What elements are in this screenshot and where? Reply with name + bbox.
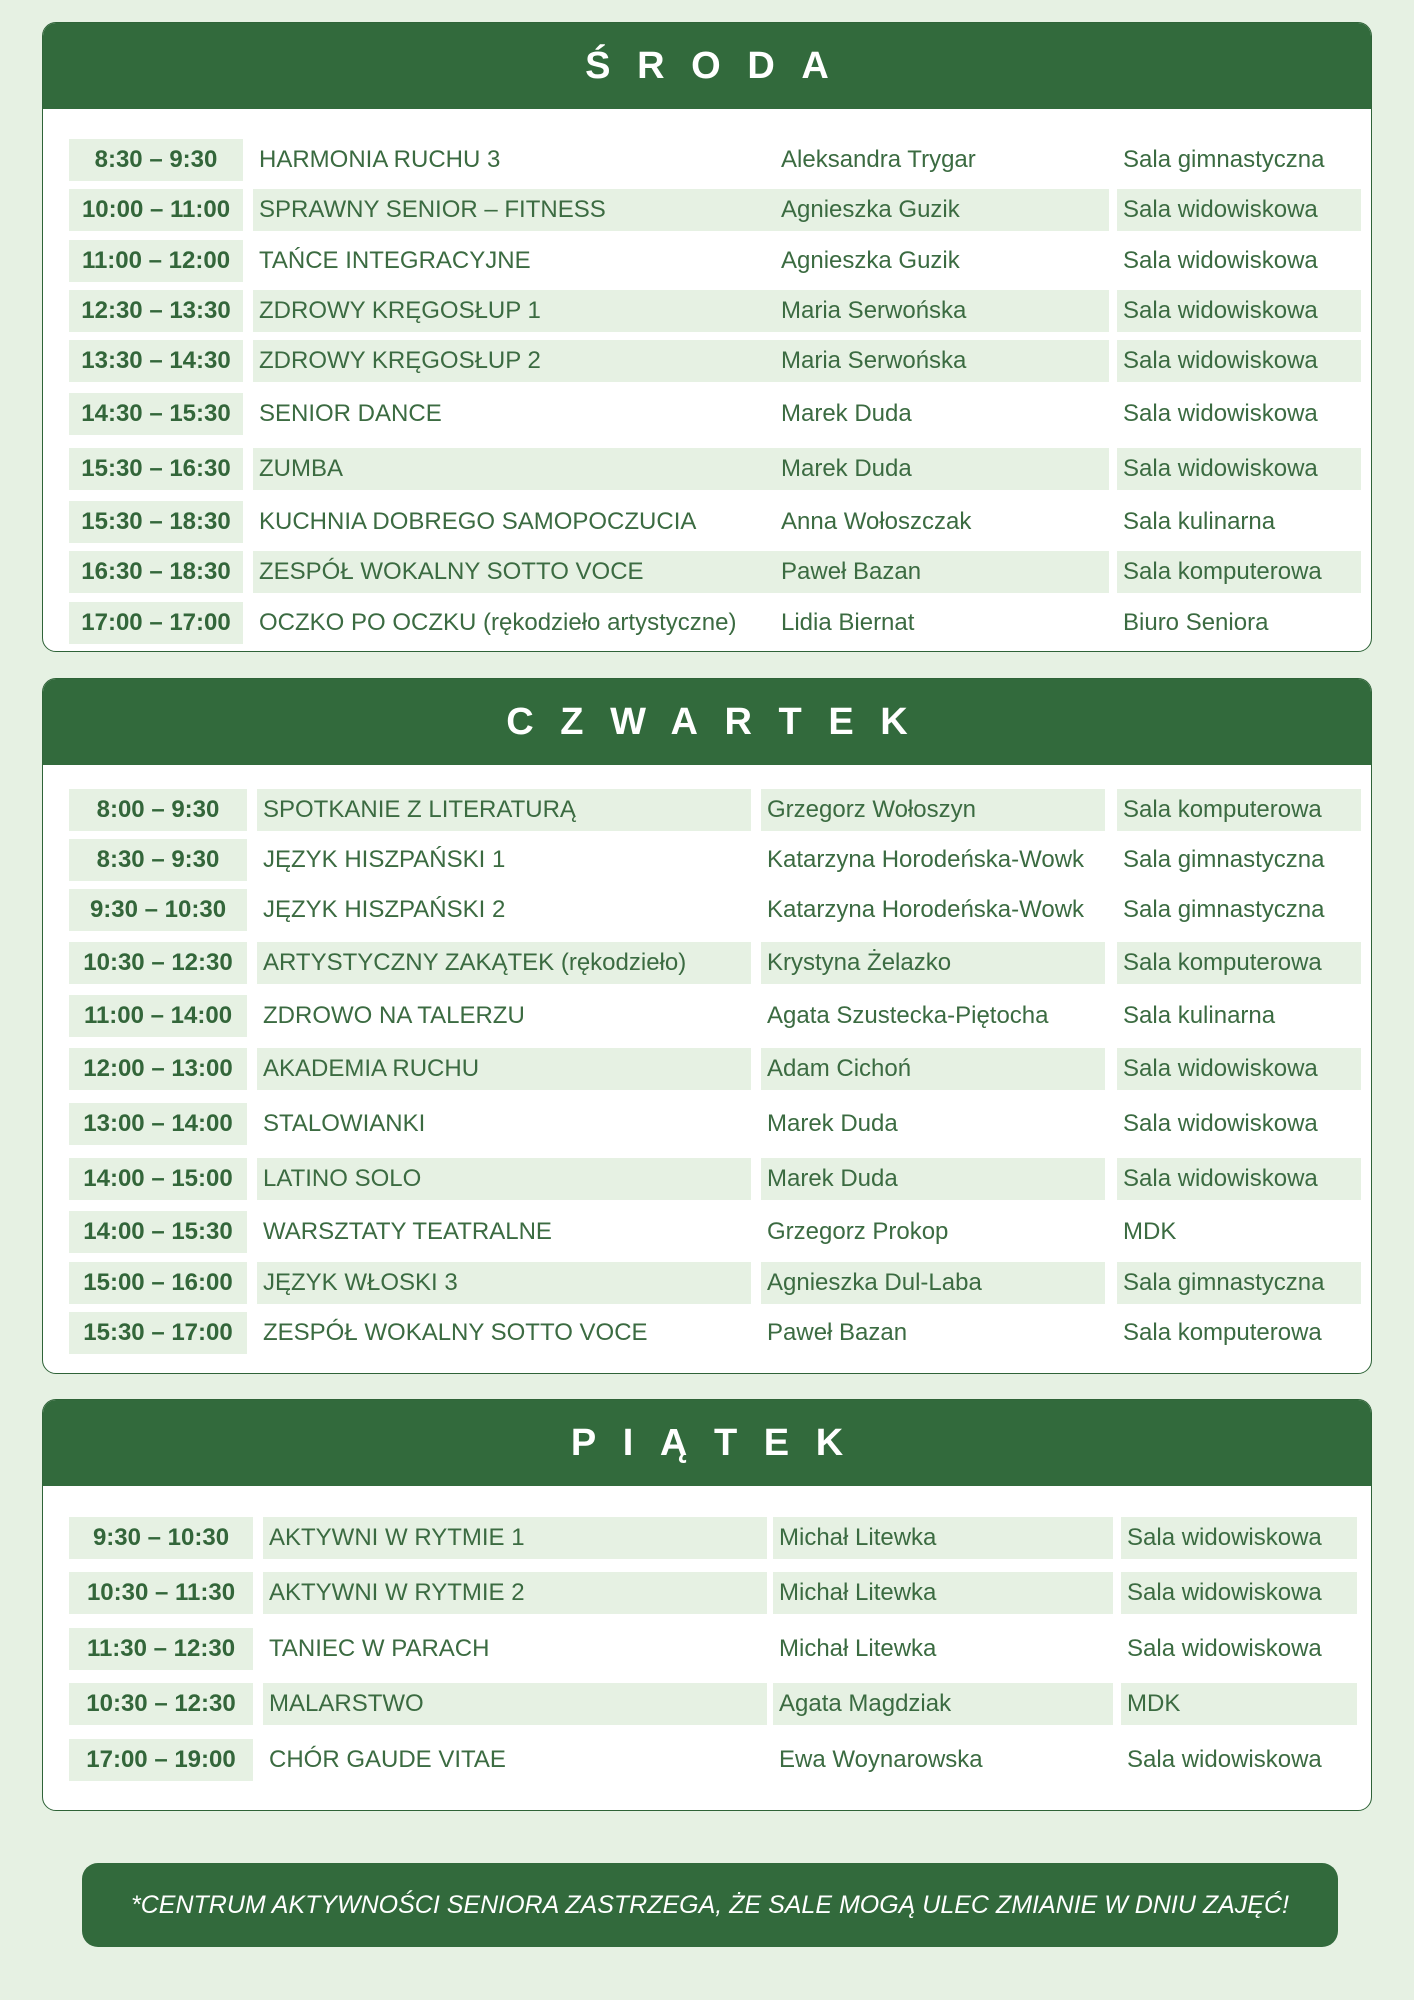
time-cell: 10:30 – 11:30: [69, 1572, 253, 1614]
activity-cell: WARSZTATY TEATRALNE: [263, 1218, 552, 1245]
instructor-cell: Grzegorz Prokop: [767, 1218, 949, 1245]
activity-cell: ZESPÓŁ WOKALNY SOTTO VOCE: [263, 1319, 648, 1346]
activity-cell: SENIOR DANCE: [259, 400, 442, 427]
table-row: [69, 501, 1359, 543]
room-cell: Sala gimnastyczna: [1117, 1262, 1361, 1304]
activity-cell: ZDROWO NA TALERZU: [263, 1002, 525, 1029]
activity-cell: ZUMBA: [253, 448, 775, 490]
instructor-cell: Maria Serwońska: [775, 290, 1109, 332]
table-row: [69, 1158, 1359, 1200]
activity-cell: AKADEMIA RUCHU: [257, 1048, 751, 1090]
instructor-cell: Lidia Biernat: [781, 609, 915, 636]
time-cell: 11:30 – 12:30: [69, 1628, 253, 1670]
activity-cell: SPRAWNY SENIOR – FITNESS: [253, 189, 775, 231]
day-title: ŚRODA: [43, 23, 1371, 109]
activity-cell: TAŃCE INTEGRACYJNE: [259, 247, 531, 274]
table-row: [69, 789, 1359, 831]
table-row: [69, 139, 1359, 181]
room-cell: Sala komputerowa: [1123, 1319, 1322, 1346]
day-section-piatek: [42, 1399, 1372, 1811]
instructor-cell: Marek Duda: [775, 448, 1109, 490]
instructor-cell: Marek Duda: [767, 1110, 898, 1137]
activity-cell: JĘZYK HISZPAŃSKI 1: [263, 846, 506, 873]
table-row: [69, 1572, 1359, 1614]
instructor-cell: Michał Litewka: [779, 1635, 937, 1662]
table-row: [69, 1211, 1359, 1253]
time-cell: 13:30 – 14:30: [69, 340, 243, 382]
time-cell: 8:00 – 9:30: [69, 789, 247, 831]
room-cell: MDK: [1121, 1683, 1357, 1725]
activity-cell: ARTYSTYCZNY ZAKĄTEK (rękodzieło): [257, 942, 751, 984]
activity-cell: OCZKO PO OCZKU (rękodzieło artystyczne): [259, 609, 737, 636]
room-cell: Sala widowiskowa: [1123, 247, 1318, 274]
room-cell: Sala komputerowa: [1117, 551, 1361, 593]
time-cell: 14:00 – 15:00: [69, 1158, 247, 1200]
table-row: [69, 995, 1359, 1037]
activity-cell: ZESPÓŁ WOKALNY SOTTO VOCE: [253, 551, 775, 593]
instructor-cell: Grzegorz Wołoszyn: [761, 789, 1105, 831]
room-cell: Sala widowiskowa: [1121, 1517, 1357, 1559]
instructor-cell: Marek Duda: [781, 400, 912, 427]
time-cell: 8:30 – 9:30: [69, 139, 243, 181]
time-cell: 14:00 – 15:30: [69, 1211, 247, 1253]
instructor-cell: Michał Litewka: [773, 1572, 1113, 1614]
time-cell: 15:30 – 16:30: [69, 448, 243, 490]
table-row: [69, 290, 1359, 332]
room-cell: MDK: [1123, 1218, 1177, 1245]
instructor-cell: Katarzyna Horodeńska-Wowk: [767, 896, 1085, 923]
table-row: [69, 1312, 1359, 1354]
activity-cell: AKTYWNI W RYTMIE 2: [263, 1572, 767, 1614]
activity-cell: MALARSTWO: [263, 1683, 767, 1725]
table-row: [69, 889, 1359, 931]
table-row: [69, 1048, 1359, 1090]
room-cell: Sala komputerowa: [1117, 942, 1361, 984]
activity-cell: AKTYWNI W RYTMIE 1: [263, 1517, 767, 1559]
day-title: PIĄTEK: [43, 1400, 1371, 1486]
room-cell: Sala kulinarna: [1123, 1002, 1276, 1029]
notice-banner: *CENTRUM AKTYWNOŚCI SENIORA ZASTRZEGA, ŻE SALE MOGĄ ULEC ZMIANIE W DNIU ZAJĘĆ!: [82, 1863, 1338, 1947]
room-cell: Sala komputerowa: [1117, 789, 1361, 831]
instructor-cell: Marek Duda: [761, 1158, 1105, 1200]
table-row: [69, 942, 1359, 984]
room-cell: Sala widowiskowa: [1127, 1635, 1322, 1662]
room-cell: Sala gimnastyczna: [1123, 146, 1325, 173]
time-cell: 14:30 – 15:30: [69, 393, 243, 435]
table-row: [69, 1739, 1359, 1781]
time-cell: 15:30 – 18:30: [69, 501, 243, 543]
room-cell: Sala widowiskowa: [1117, 448, 1361, 490]
activity-cell: JĘZYK WŁOSKI 3: [257, 1262, 751, 1304]
instructor-cell: Michał Litewka: [773, 1517, 1113, 1559]
table-row: [69, 1628, 1359, 1670]
activity-cell: LATINO SOLO: [257, 1158, 751, 1200]
instructor-cell: Paweł Bazan: [767, 1319, 908, 1346]
instructor-cell: Agnieszka Guzik: [775, 189, 1109, 231]
time-cell: 12:30 – 13:30: [69, 290, 243, 332]
instructor-cell: Krystyna Żelazko: [761, 942, 1105, 984]
activity-cell: HARMONIA RUCHU 3: [259, 146, 501, 173]
time-cell: 9:30 – 10:30: [69, 889, 247, 931]
table-row: [69, 189, 1359, 231]
instructor-cell: Agnieszka Guzik: [781, 247, 960, 274]
instructor-cell: Agata Magdziak: [773, 1683, 1113, 1725]
time-cell: 11:00 – 12:00: [69, 240, 243, 282]
instructor-cell: Anna Wołoszczak: [781, 508, 972, 535]
activity-cell: STALOWIANKI: [263, 1110, 426, 1137]
table-row: [69, 340, 1359, 382]
time-cell: 17:00 – 19:00: [69, 1739, 253, 1781]
room-cell: Sala widowiskowa: [1117, 290, 1361, 332]
table-row: [69, 839, 1359, 881]
table-row: [69, 240, 1359, 282]
room-cell: Sala widowiskowa: [1123, 400, 1318, 427]
activity-cell: JĘZYK HISZPAŃSKI 2: [263, 896, 506, 923]
room-cell: Sala kulinarna: [1123, 508, 1276, 535]
time-cell: 10:30 – 12:30: [69, 942, 247, 984]
time-cell: 12:00 – 13:00: [69, 1048, 247, 1090]
instructor-cell: Maria Serwońska: [775, 340, 1109, 382]
room-cell: Sala gimnastyczna: [1123, 846, 1325, 873]
activity-cell: ZDROWY KRĘGOSŁUP 1: [253, 290, 775, 332]
table-row: [69, 1103, 1359, 1145]
time-cell: 8:30 – 9:30: [69, 839, 247, 881]
room-cell: Biuro Seniora: [1123, 609, 1269, 636]
room-cell: Sala widowiskowa: [1117, 1158, 1361, 1200]
room-cell: Sala widowiskowa: [1123, 1110, 1318, 1137]
table-row: [69, 1517, 1359, 1559]
time-cell: 10:30 – 12:30: [69, 1683, 253, 1725]
instructor-cell: Agata Szustecka-Piętocha: [767, 1002, 1049, 1029]
table-row: [69, 1683, 1359, 1725]
activity-cell: TANIEC W PARACH: [269, 1635, 490, 1662]
instructor-cell: Agnieszka Dul-Laba: [761, 1262, 1105, 1304]
time-cell: 13:00 – 14:00: [69, 1103, 247, 1145]
instructor-cell: Katarzyna Horodeńska-Wowk: [767, 846, 1085, 873]
table-row: [69, 1262, 1359, 1304]
activity-cell: CHÓR GAUDE VITAE: [269, 1746, 506, 1773]
activity-cell: ZDROWY KRĘGOSŁUP 2: [253, 340, 775, 382]
day-title: CZWARTEK: [43, 679, 1371, 765]
activity-cell: KUCHNIA DOBREGO SAMOPOCZUCIA: [259, 508, 697, 535]
instructor-cell: Adam Cichoń: [761, 1048, 1105, 1090]
time-cell: 10:00 – 11:00: [69, 189, 243, 231]
instructor-cell: Paweł Bazan: [775, 551, 1109, 593]
time-cell: 17:00 – 17:00: [69, 602, 243, 644]
table-row: [69, 448, 1359, 490]
table-row: [69, 602, 1359, 644]
time-cell: 15:30 – 17:00: [69, 1312, 247, 1354]
room-cell: Sala widowiskowa: [1117, 1048, 1361, 1090]
time-cell: 11:00 – 14:00: [69, 995, 247, 1037]
time-cell: 15:00 – 16:00: [69, 1262, 247, 1304]
room-cell: Sala widowiskowa: [1127, 1746, 1322, 1773]
day-section-sroda: [42, 22, 1372, 652]
room-cell: Sala widowiskowa: [1117, 340, 1361, 382]
time-cell: 16:30 – 18:30: [69, 551, 243, 593]
table-row: [69, 551, 1359, 593]
room-cell: Sala gimnastyczna: [1123, 896, 1325, 923]
activity-cell: SPOTKANIE Z LITERATURĄ: [257, 789, 751, 831]
instructor-cell: Aleksandra Trygar: [781, 146, 976, 173]
room-cell: Sala widowiskowa: [1121, 1572, 1357, 1614]
room-cell: Sala widowiskowa: [1117, 189, 1361, 231]
day-section-czwartek: [42, 678, 1372, 1374]
table-row: [69, 393, 1359, 435]
instructor-cell: Ewa Woynarowska: [779, 1746, 983, 1773]
time-cell: 9:30 – 10:30: [69, 1517, 253, 1559]
